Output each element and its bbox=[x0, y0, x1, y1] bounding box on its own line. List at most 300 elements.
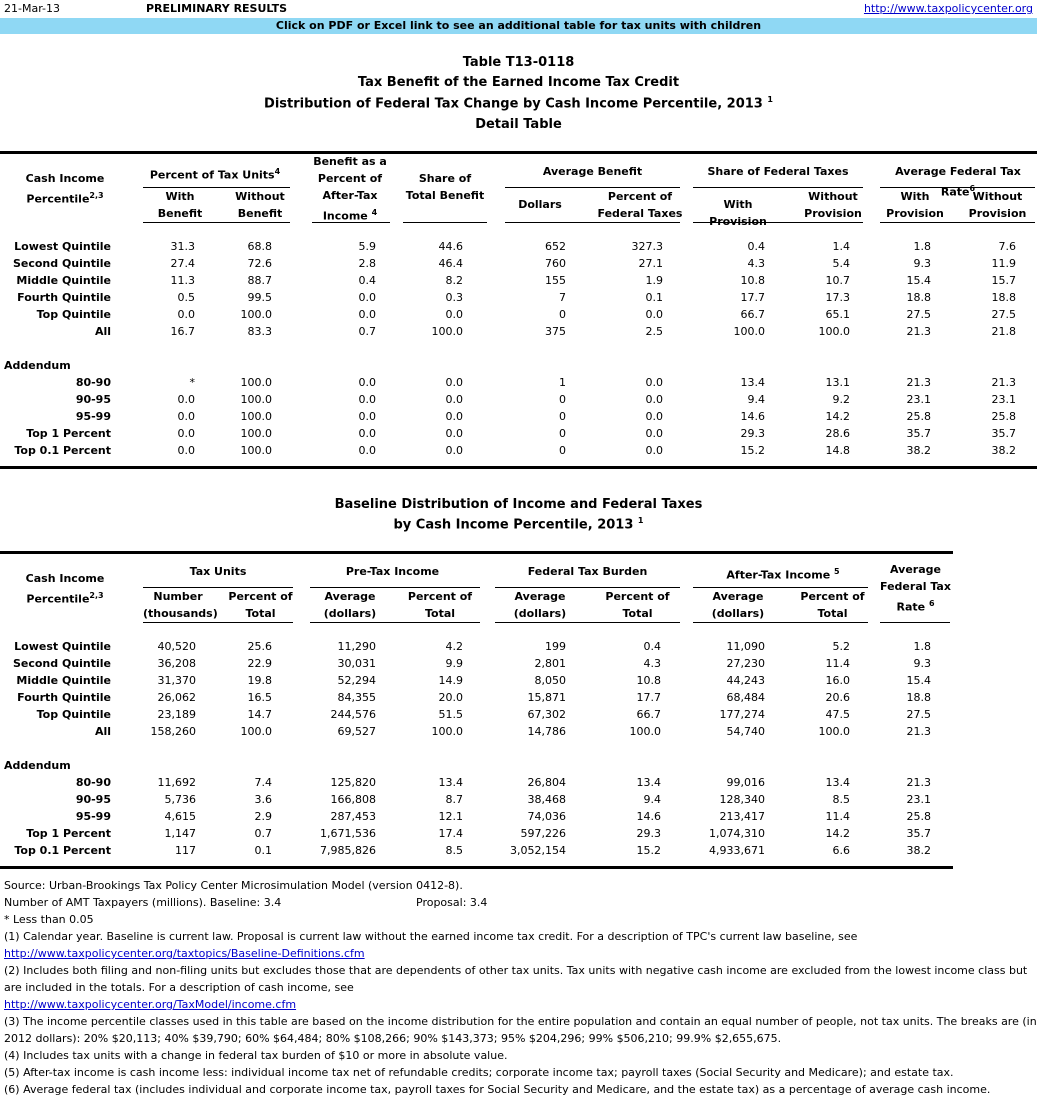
table-cell: 31.3 bbox=[170, 240, 195, 253]
table-cell: 0.1 bbox=[645, 291, 663, 304]
note-amt: Number of AMT Taxpayers (millions). Baseline: 3.4 bbox=[4, 896, 282, 909]
hdr2-pretax-avg: Average (dollars) bbox=[323, 590, 377, 620]
table-cell: 14.9 bbox=[438, 674, 463, 687]
hdr2-burden-avg: Average (dollars) bbox=[513, 590, 567, 620]
table-cell: 0.7 bbox=[358, 325, 376, 338]
table-cell: 84,355 bbox=[337, 691, 376, 704]
table-cell: 2.8 bbox=[358, 257, 376, 270]
table-cell: 11,290 bbox=[337, 640, 376, 653]
table-cell: 4,933,671 bbox=[709, 844, 765, 857]
table-cell: 213,417 bbox=[719, 810, 765, 823]
table1-title: Tax Benefit of the Earned Income Tax Credit bbox=[357, 75, 680, 90]
row-label: All bbox=[94, 325, 111, 338]
table-cell: 100.0 bbox=[240, 410, 272, 423]
table-cell: 25.8 bbox=[906, 810, 931, 823]
table-cell: 1.9 bbox=[645, 274, 663, 287]
table-cell: 125,820 bbox=[330, 776, 376, 789]
table-cell: 7.6 bbox=[998, 240, 1016, 253]
table-cell: 0.4 bbox=[358, 274, 376, 287]
hdr-cash-income: Cash Income Percentile$^{2,3}$ bbox=[25, 172, 105, 206]
table-cell: 652 bbox=[545, 240, 566, 253]
note-6: (6) Average federal tax (includes individual and corporate income tax, payroll taxes for Social Security and Medicare, and the estate tax) as a percentage of average cash income. bbox=[4, 1083, 991, 1096]
table-cell: 16.7 bbox=[170, 325, 195, 338]
table-cell: 3.6 bbox=[254, 793, 272, 806]
table-cell: 99,016 bbox=[726, 776, 765, 789]
table-cell: 0.0 bbox=[645, 393, 663, 406]
table-cell: 29.3 bbox=[636, 827, 661, 840]
rule bbox=[880, 222, 1035, 223]
table-cell: 100.0 bbox=[240, 725, 272, 738]
table-cell: 0.0 bbox=[445, 308, 463, 321]
table-cell: 25.8 bbox=[991, 410, 1016, 423]
table-cell: 7.4 bbox=[254, 776, 272, 789]
table-cell: 29.3 bbox=[740, 427, 765, 440]
table-cell: 9.3 bbox=[913, 657, 931, 670]
hdr2-burden-pct: Percent of Total bbox=[605, 590, 670, 620]
hdr2-tax-units: Tax Units bbox=[189, 565, 247, 578]
table-cell: 0.0 bbox=[358, 291, 376, 304]
table-cell: 14.2 bbox=[825, 410, 850, 423]
table-cell: 69,527 bbox=[337, 725, 376, 738]
table-cell: 18.8 bbox=[906, 691, 931, 704]
table-cell: 5.9 bbox=[358, 240, 376, 253]
table-cell: 100.0 bbox=[240, 427, 272, 440]
hdr-avg-rate: Average Federal Tax Rate$^6$ bbox=[895, 165, 1021, 199]
table-cell: 11.9 bbox=[991, 257, 1016, 270]
table-cell: 21.3 bbox=[906, 725, 931, 738]
table-cell: 158,260 bbox=[150, 725, 196, 738]
table-cell: 2,801 bbox=[534, 657, 566, 670]
rule bbox=[880, 622, 950, 623]
table-cell: 0 bbox=[559, 308, 566, 321]
table-cell: 10.8 bbox=[636, 674, 661, 687]
table-cell: 21.3 bbox=[906, 376, 931, 389]
hdr2-pretax: Pre-Tax Income bbox=[345, 565, 440, 578]
table-cell: 760 bbox=[545, 257, 566, 270]
table-cell: 0.1 bbox=[254, 844, 272, 857]
table-cell: 15,871 bbox=[527, 691, 566, 704]
table-cell: 9.3 bbox=[913, 257, 931, 270]
table-cell: 27.5 bbox=[991, 308, 1016, 321]
table-cell: 0.0 bbox=[358, 393, 376, 406]
row-label: 90-95 bbox=[75, 793, 111, 806]
table-cell: 1.8 bbox=[913, 640, 931, 653]
note-amt-proposal: Proposal: 3.4 bbox=[416, 896, 488, 909]
hdr2-aftertax: After-Tax Income $^5$ bbox=[726, 567, 840, 582]
table-cell: 100.0 bbox=[629, 725, 661, 738]
table-cell: 100.0 bbox=[240, 444, 272, 457]
note-3b: 2012 dollars): 20% $20,113; 40% $39,790; 60% $64,484; 80% $108,266; 90% $143,373; 95% $204,296; 99% $506,210; 99.9% $2,655,675. bbox=[4, 1032, 782, 1045]
row-label: Top 1 Percent bbox=[26, 827, 111, 840]
rule bbox=[143, 222, 290, 223]
table-cell: 17.3 bbox=[825, 291, 850, 304]
table-cell: 27.5 bbox=[906, 308, 931, 321]
table-cell: 52,294 bbox=[337, 674, 376, 687]
table-cell: 8.5 bbox=[832, 793, 850, 806]
table-cell: 1 bbox=[559, 376, 566, 389]
table-cell: 21.3 bbox=[906, 776, 931, 789]
table-cell: 27.1 bbox=[638, 257, 663, 270]
table-cell: 20.0 bbox=[438, 691, 463, 704]
table-cell: 21.3 bbox=[991, 376, 1016, 389]
table-cell: 6.6 bbox=[832, 844, 850, 857]
table-cell: 11.3 bbox=[170, 274, 195, 287]
table-cell: 0.4 bbox=[643, 640, 661, 653]
table-cell: 14.6 bbox=[740, 410, 765, 423]
table-cell: 26,804 bbox=[527, 776, 566, 789]
table2-title: Baseline Distribution of Income and Federal Taxes bbox=[334, 497, 703, 512]
table-cell: 27.5 bbox=[906, 708, 931, 721]
row-label: Second Quintile bbox=[12, 657, 111, 670]
row-label: Middle Quintile bbox=[16, 674, 111, 687]
table-cell: 14.2 bbox=[825, 827, 850, 840]
note-2a: (2) Includes both filing and non-filing units but excludes those that are dependents of other tax units. Tax units with negative cash income are excluded from the lowest income class but bbox=[4, 964, 1028, 977]
table-cell: 0.0 bbox=[645, 376, 663, 389]
table-cell: 5.4 bbox=[832, 257, 850, 270]
row-label: Fourth Quintile bbox=[17, 691, 111, 704]
note-3a: (3) The income percentile classes used in this table are based on the income distribution for the entire population and contain an equal number of people, not tax units. The breaks are (in bbox=[4, 1015, 1037, 1028]
row-label: 80-90 bbox=[75, 376, 111, 389]
table-cell: 0.0 bbox=[445, 444, 463, 457]
table-cell: 5.2 bbox=[832, 640, 850, 653]
table-cell: 0.0 bbox=[645, 308, 663, 321]
table-cell: 17.7 bbox=[636, 691, 661, 704]
table-cell: 10.8 bbox=[740, 274, 765, 287]
rule bbox=[143, 622, 293, 623]
table-cell: 65.1 bbox=[825, 308, 850, 321]
status-label: PRELIMINARY RESULTS bbox=[146, 2, 288, 15]
table-cell: 1.4 bbox=[832, 240, 850, 253]
addendum-label: Addendum bbox=[4, 359, 71, 372]
row-label: Top 1 Percent bbox=[26, 427, 111, 440]
table-cell: 17.7 bbox=[740, 291, 765, 304]
table-cell: 15.2 bbox=[740, 444, 765, 457]
table-cell: 0.0 bbox=[177, 393, 195, 406]
table-cell: * bbox=[189, 376, 195, 389]
table-cell: 18.8 bbox=[906, 291, 931, 304]
hdr-with-benefit: With Benefit bbox=[157, 190, 203, 220]
table-cell: 99.5 bbox=[247, 291, 272, 304]
row-label: Top 0.1 Percent bbox=[14, 444, 111, 457]
table-cell: 11.4 bbox=[825, 810, 850, 823]
table-cell: 100.0 bbox=[240, 393, 272, 406]
table-cell: 0.0 bbox=[177, 410, 195, 423]
table-cell: 14.8 bbox=[825, 444, 850, 457]
table-cell: 1,147 bbox=[164, 827, 196, 840]
table-cell: 4.2 bbox=[445, 640, 463, 653]
table2-bottom-rule bbox=[0, 866, 953, 869]
table-cell: 327.3 bbox=[631, 240, 663, 253]
hdr-share-total: Share of Total Benefit bbox=[405, 172, 485, 202]
table-cell: 21.8 bbox=[991, 325, 1016, 338]
table-cell: 35.7 bbox=[906, 827, 931, 840]
rule bbox=[505, 222, 680, 223]
table-cell: 0.3 bbox=[445, 291, 463, 304]
table-cell: 0.0 bbox=[645, 444, 663, 457]
table-cell: 1,074,310 bbox=[709, 827, 765, 840]
table-cell: 1,671,536 bbox=[320, 827, 376, 840]
table-cell: 0.0 bbox=[445, 410, 463, 423]
table-cell: 38.2 bbox=[991, 444, 1016, 457]
table-cell: 38.2 bbox=[906, 444, 931, 457]
table-cell: 0.0 bbox=[645, 427, 663, 440]
row-label: Lowest Quintile bbox=[14, 240, 111, 253]
table-cell: 14.7 bbox=[247, 708, 272, 721]
table-cell: 19.8 bbox=[247, 674, 272, 687]
row-label: All bbox=[94, 725, 111, 738]
note-1: (1) Calendar year. Baseline is current law. Proposal is current law without the earned income tax credit. For a description of TPC's current law baseline, see bbox=[4, 930, 858, 943]
row-label: Fourth Quintile bbox=[17, 291, 111, 304]
table-cell: 4.3 bbox=[747, 257, 765, 270]
table-cell: 68.8 bbox=[247, 240, 272, 253]
table-cell: 0.0 bbox=[177, 444, 195, 457]
table-cell: 17.4 bbox=[438, 827, 463, 840]
table-cell: 0.0 bbox=[177, 427, 195, 440]
table-cell: 0.0 bbox=[445, 427, 463, 440]
table-cell: 38.2 bbox=[906, 844, 931, 857]
table-cell: 100.0 bbox=[818, 325, 850, 338]
table-cell: 27,230 bbox=[726, 657, 765, 670]
table-cell: 14.6 bbox=[636, 810, 661, 823]
table-cell: 0.0 bbox=[358, 410, 376, 423]
hdr2-cash-income: Cash Income Percentile$^{2,3}$ bbox=[25, 572, 105, 606]
table-cell: 0.0 bbox=[358, 427, 376, 440]
table-cell: 31,370 bbox=[157, 674, 196, 687]
table-cell: 23,189 bbox=[157, 708, 196, 721]
table-cell: 100.0 bbox=[240, 376, 272, 389]
table-cell: 2.5 bbox=[645, 325, 663, 338]
table-cell: 9.4 bbox=[643, 793, 661, 806]
hdr2-avg-rate: Average Federal Tax Rate $^6$ bbox=[880, 563, 951, 614]
table-cell: 68,484 bbox=[726, 691, 765, 704]
table-cell: 15.2 bbox=[636, 844, 661, 857]
rule bbox=[312, 222, 390, 223]
row-label: 90-95 bbox=[75, 393, 111, 406]
table1-detail: Detail Table bbox=[475, 117, 562, 132]
note-2b: are included in the totals. For a description of cash income, see bbox=[4, 981, 354, 994]
table-cell: 7,985,826 bbox=[320, 844, 376, 857]
table-cell: 18.8 bbox=[991, 291, 1016, 304]
table-cell: 8.2 bbox=[445, 274, 463, 287]
table-cell: 35.7 bbox=[906, 427, 931, 440]
hdr-benefit-pct: Benefit as a Percent of After-Tax Income $^4$ bbox=[313, 155, 387, 223]
rule bbox=[693, 222, 863, 223]
hdr2-pretax-pct: Percent of Total bbox=[407, 590, 473, 620]
note-less-than: * Less than 0.05 bbox=[4, 913, 94, 926]
table-cell: 21.3 bbox=[906, 325, 931, 338]
table-cell: 4,615 bbox=[164, 810, 196, 823]
rule bbox=[693, 622, 868, 623]
row-label: Top Quintile bbox=[36, 708, 111, 721]
table-cell: 100.0 bbox=[240, 308, 272, 321]
table-cell: 30,031 bbox=[337, 657, 376, 670]
table-cell: 9.9 bbox=[445, 657, 463, 670]
rule bbox=[403, 222, 487, 223]
table-cell: 8.5 bbox=[445, 844, 463, 857]
table-cell: 2.9 bbox=[254, 810, 272, 823]
table-cell: 40,520 bbox=[157, 640, 196, 653]
table-cell: 8.7 bbox=[445, 793, 463, 806]
table-cell: 177,274 bbox=[719, 708, 765, 721]
table-cell: 44,243 bbox=[726, 674, 765, 687]
hdr2-units-pct: Percent of Total bbox=[228, 590, 293, 620]
banner-text: Click on PDF or Excel link to see an additional table for tax units with children bbox=[275, 19, 762, 32]
table-cell: 0 bbox=[559, 410, 566, 423]
table-cell: 0.0 bbox=[358, 308, 376, 321]
note-1-link[interactable]: http://www.taxpolicycenter.org/taxtopics/Baseline-Definitions.cfm bbox=[4, 947, 365, 960]
table-cell: 74,036 bbox=[527, 810, 566, 823]
table1-bottom-rule bbox=[0, 466, 1037, 469]
table-cell: 22.9 bbox=[247, 657, 272, 670]
table-cell: 51.5 bbox=[438, 708, 463, 721]
table-cell: 15.7 bbox=[991, 274, 1016, 287]
table-cell: 597,226 bbox=[520, 827, 566, 840]
table-cell: 5,736 bbox=[164, 793, 196, 806]
table-cell: 25.6 bbox=[247, 640, 272, 653]
table-cell: 11,090 bbox=[726, 640, 765, 653]
table-cell: 25.8 bbox=[906, 410, 931, 423]
table-cell: 20.6 bbox=[825, 691, 850, 704]
table-cell: 66.7 bbox=[636, 708, 661, 721]
table-cell: 0.0 bbox=[177, 308, 195, 321]
table-cell: 7 bbox=[559, 291, 566, 304]
hdr-pct-fed-taxes: Percent of Federal Taxes bbox=[597, 190, 683, 220]
table-cell: 12.1 bbox=[438, 810, 463, 823]
table1-number: Table T13-0118 bbox=[462, 55, 575, 70]
table1-top-rule bbox=[0, 151, 1037, 154]
table-cell: 4.3 bbox=[643, 657, 661, 670]
table-cell: 8,050 bbox=[534, 674, 566, 687]
rule bbox=[310, 622, 480, 623]
table-cell: 23.1 bbox=[906, 793, 931, 806]
table-cell: 47.5 bbox=[825, 708, 850, 721]
table-cell: 15.4 bbox=[906, 674, 931, 687]
hdr-dollars: Dollars bbox=[518, 198, 562, 211]
table-cell: 9.4 bbox=[747, 393, 765, 406]
table-cell: 13.4 bbox=[825, 776, 850, 789]
table-cell: 0.0 bbox=[358, 376, 376, 389]
table-cell: 67,302 bbox=[527, 708, 566, 721]
table-cell: 0 bbox=[559, 444, 566, 457]
hdr2-aftertax-pct: Percent of Total bbox=[800, 590, 865, 620]
table-cell: 117 bbox=[175, 844, 196, 857]
table-cell: 35.7 bbox=[991, 427, 1016, 440]
table-cell: 0.0 bbox=[445, 376, 463, 389]
table-cell: 13.1 bbox=[825, 376, 850, 389]
table-cell: 72.6 bbox=[247, 257, 272, 270]
row-label: 95-99 bbox=[75, 810, 111, 823]
note-source: Source: Urban-Brookings Tax Policy Center Microsimulation Model (version 0412-8). bbox=[4, 879, 463, 892]
table-cell: 83.3 bbox=[247, 325, 272, 338]
table1-subtitle: Distribution of Federal Tax Change by Cash Income Percentile, 2013 $^1$ bbox=[264, 95, 773, 112]
hdr2-aftertax-avg: Average (dollars) bbox=[711, 590, 765, 620]
table-cell: 14,786 bbox=[527, 725, 566, 738]
hdr-pct-tax-units: Percent of Tax Units$^4$ bbox=[149, 167, 281, 182]
rule bbox=[495, 622, 680, 623]
table-cell: 166,808 bbox=[330, 793, 376, 806]
addendum-label: Addendum bbox=[4, 759, 71, 772]
table-cell: 38,468 bbox=[527, 793, 566, 806]
note-2-link[interactable]: http://www.taxpolicycenter.org/TaxModel/income.cfm bbox=[4, 998, 297, 1011]
table2-subtitle: by Cash Income Percentile, 2013 $^1$ bbox=[393, 516, 644, 533]
table-cell: 199 bbox=[545, 640, 566, 653]
table-cell: 23.1 bbox=[906, 393, 931, 406]
table-cell: 16.5 bbox=[247, 691, 272, 704]
row-label: 80-90 bbox=[75, 776, 111, 789]
site-link[interactable]: http://www.taxpolicycenter.org bbox=[863, 2, 1033, 15]
table-cell: 0.5 bbox=[177, 291, 195, 304]
table-cell: 287,453 bbox=[330, 810, 376, 823]
table-cell: 11.4 bbox=[825, 657, 850, 670]
row-label: Middle Quintile bbox=[16, 274, 111, 287]
hdr-without-provision: Without Provision bbox=[804, 190, 862, 220]
table-cell: 16.0 bbox=[825, 674, 850, 687]
table-cell: 0.0 bbox=[445, 393, 463, 406]
table-cell: 0 bbox=[559, 393, 566, 406]
table-cell: 13.4 bbox=[636, 776, 661, 789]
table-cell: 88.7 bbox=[247, 274, 272, 287]
table-cell: 0.0 bbox=[358, 444, 376, 457]
table-cell: 100.0 bbox=[733, 325, 765, 338]
hdr-rate-without: Without Provision bbox=[968, 190, 1027, 220]
table-cell: 44.6 bbox=[438, 240, 463, 253]
table-cell: 3,052,154 bbox=[510, 844, 566, 857]
hdr-with-provision: With Provision bbox=[709, 198, 767, 228]
table-cell: 244,576 bbox=[330, 708, 376, 721]
info-banner[interactable] bbox=[0, 18, 1037, 34]
table-cell: 100.0 bbox=[818, 725, 850, 738]
table-cell: 11,692 bbox=[157, 776, 196, 789]
hdr2-burden: Federal Tax Burden bbox=[527, 565, 648, 578]
table-cell: 66.7 bbox=[740, 308, 765, 321]
note-5: (5) After-tax income is cash income less: individual income tax net of refundable credits; corporate income tax; payroll taxes (Social Security and Medicare); and estate tax. bbox=[4, 1066, 954, 1079]
hdr-share-fed-taxes: Share of Federal Taxes bbox=[707, 165, 849, 178]
table-cell: 0.0 bbox=[645, 410, 663, 423]
table-cell: 36,208 bbox=[157, 657, 196, 670]
hdr-avg-benefit: Average Benefit bbox=[542, 165, 643, 178]
table-cell: 9.2 bbox=[832, 393, 850, 406]
table-cell: 155 bbox=[545, 274, 566, 287]
table-cell: 0 bbox=[559, 427, 566, 440]
row-label: Top 0.1 Percent bbox=[14, 844, 111, 857]
table-cell: 27.4 bbox=[170, 257, 195, 270]
table-cell: 10.7 bbox=[825, 274, 850, 287]
table-cell: 100.0 bbox=[431, 325, 463, 338]
table-cell: 13.4 bbox=[740, 376, 765, 389]
table-cell: 13.4 bbox=[438, 776, 463, 789]
row-label: Second Quintile bbox=[12, 257, 111, 270]
note-4: (4) Includes tax units with a change in federal tax burden of $10 or more in absolute value. bbox=[4, 1049, 508, 1062]
table-cell: 128,340 bbox=[719, 793, 765, 806]
hdr-rate-with: With Provision bbox=[886, 190, 944, 220]
table-cell: 1.8 bbox=[913, 240, 931, 253]
table-cell: 100.0 bbox=[431, 725, 463, 738]
report-date: 21-Mar-13 bbox=[4, 2, 60, 15]
table-cell: 54,740 bbox=[726, 725, 765, 738]
table-cell: 375 bbox=[545, 325, 566, 338]
table-cell: 0.7 bbox=[254, 827, 272, 840]
row-label: Top Quintile bbox=[36, 308, 111, 321]
row-label: 95-99 bbox=[75, 410, 111, 423]
table-cell: 26,062 bbox=[157, 691, 196, 704]
hdr-without-benefit: Without Benefit bbox=[235, 190, 285, 220]
table-cell: 46.4 bbox=[438, 257, 463, 270]
table-cell: 23.1 bbox=[991, 393, 1016, 406]
table2-top-rule bbox=[0, 551, 953, 554]
table-cell: 0.4 bbox=[747, 240, 765, 253]
table-cell: 15.4 bbox=[906, 274, 931, 287]
row-label: Lowest Quintile bbox=[14, 640, 111, 653]
